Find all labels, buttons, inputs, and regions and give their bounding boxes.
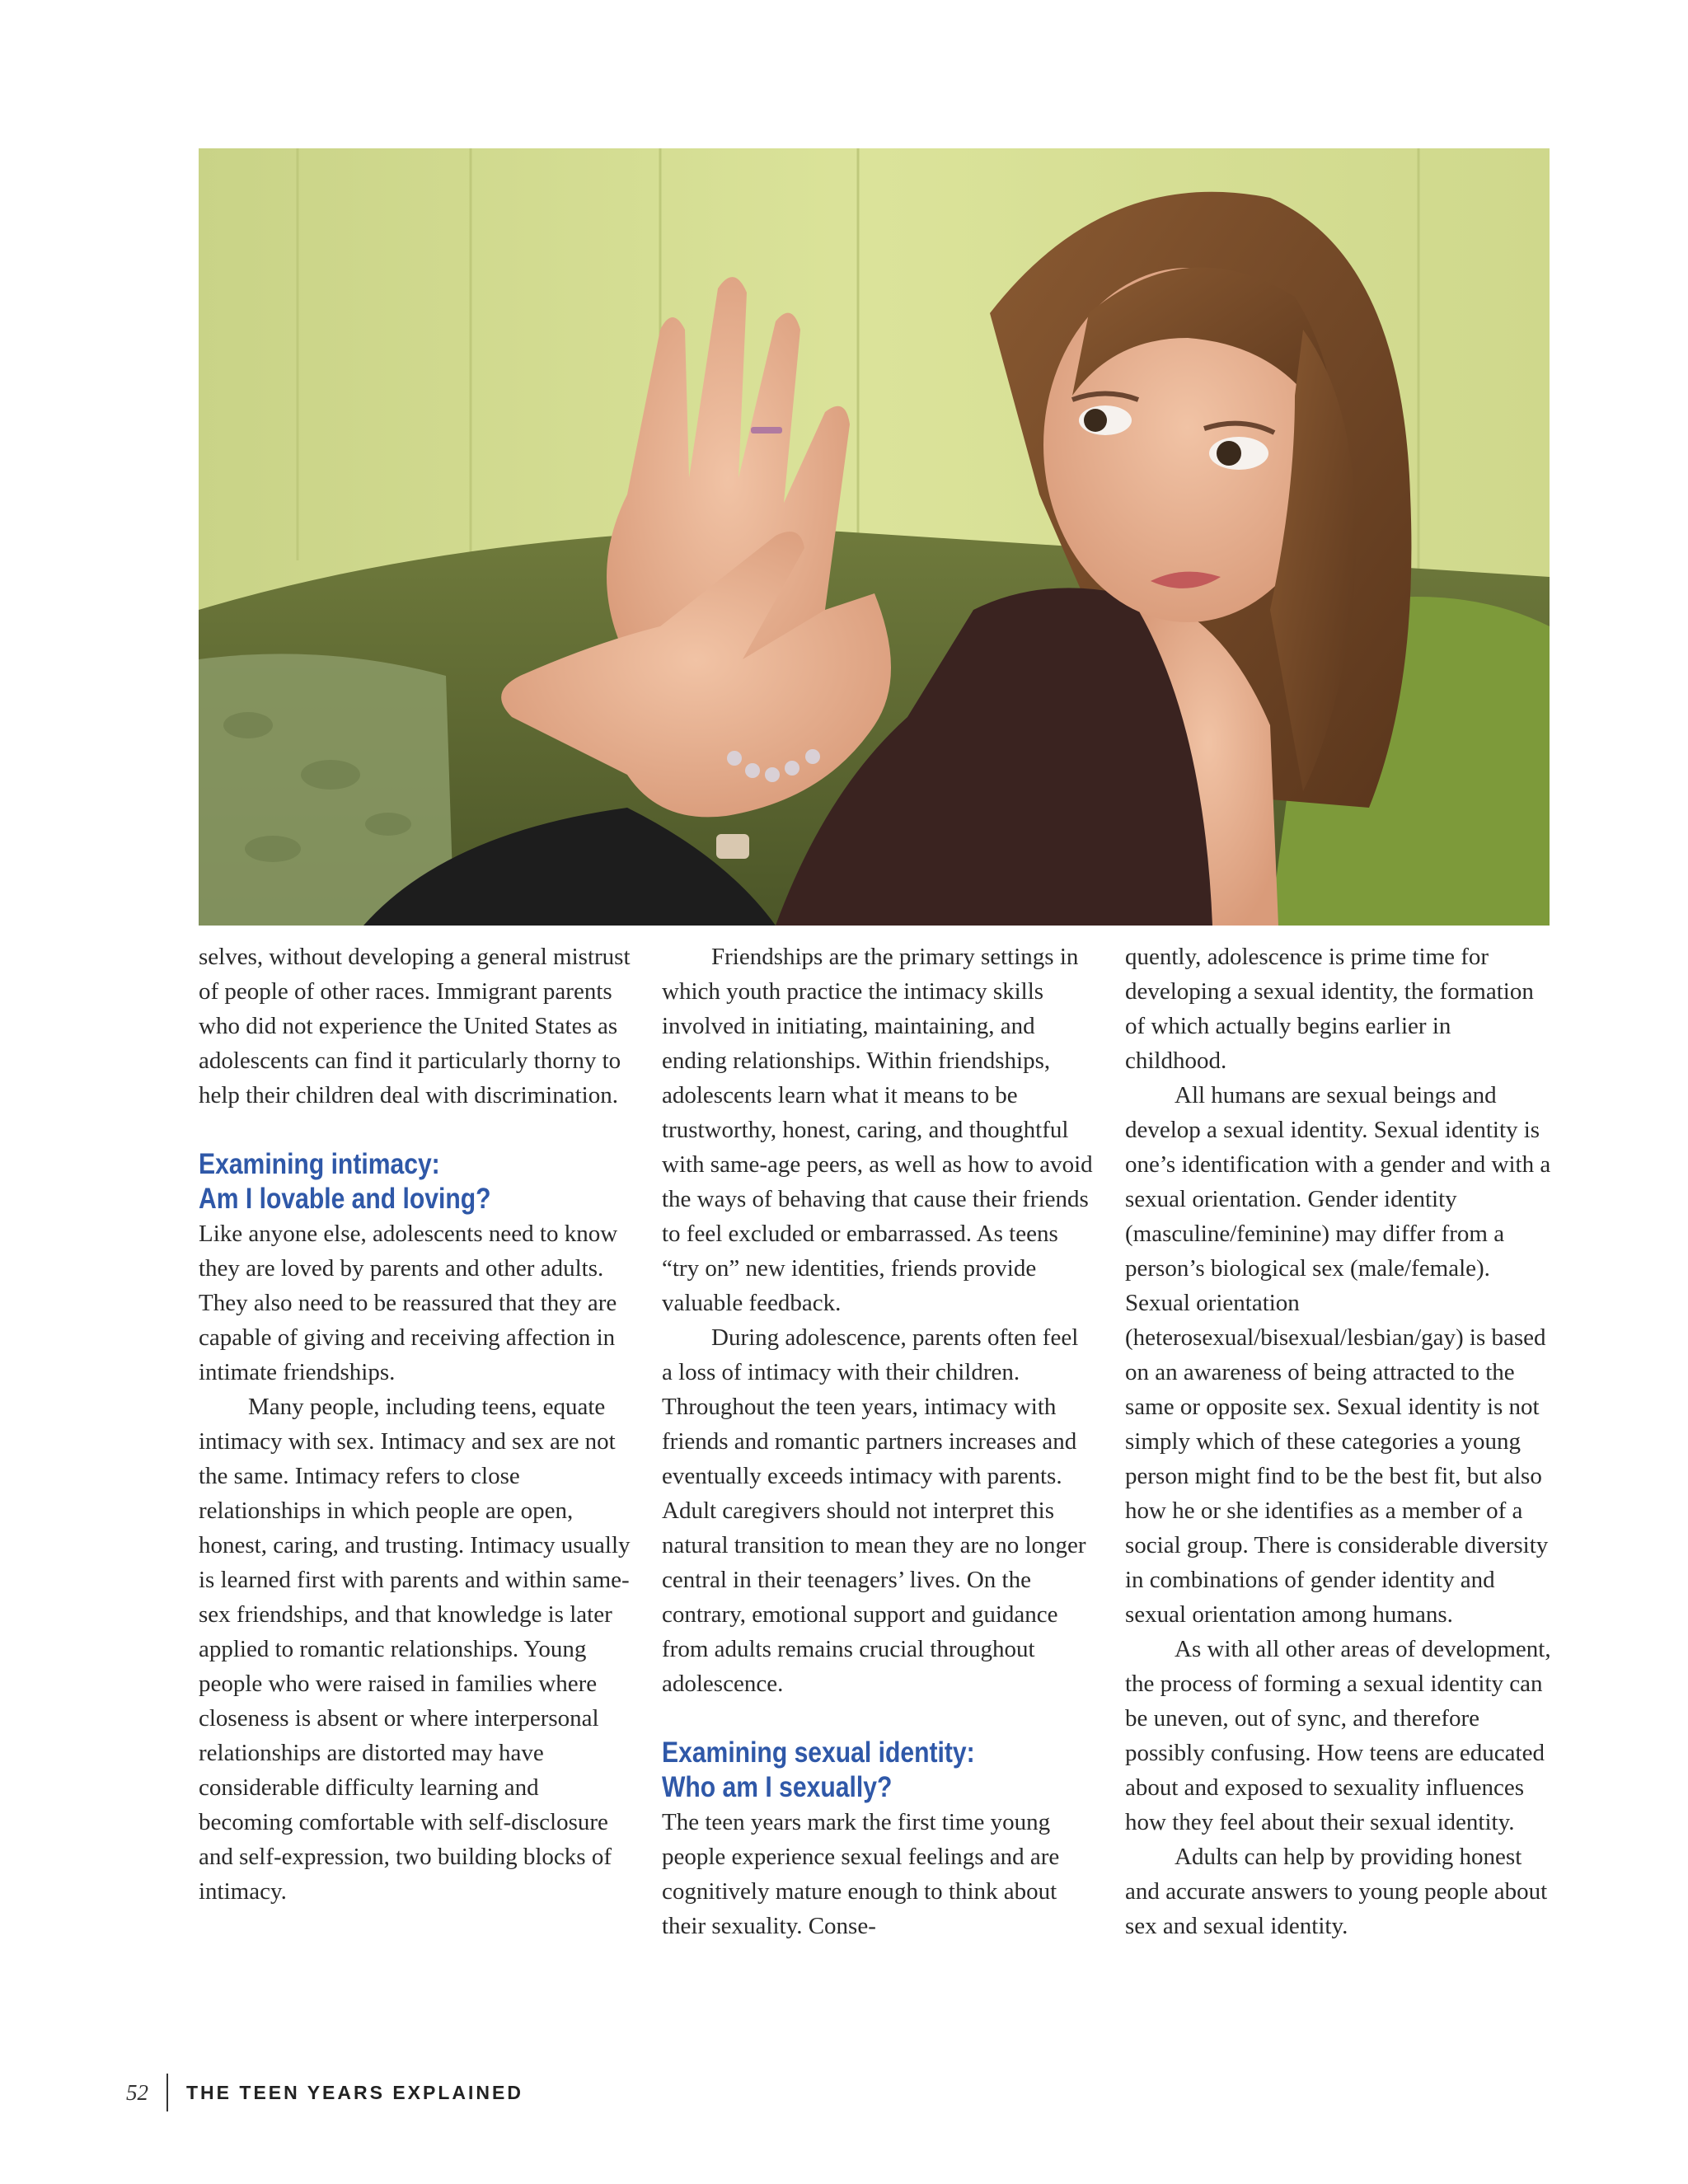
text-column-2: [662, 940, 1095, 1943]
paragraph: Friendships are the primary settings in which youth practice the intimacy skills involved in initiating, maintaining, and ending relationships. Within friendships, adolescents learn what it means to be trustworthy, honest, caring, and thoughtful with same-age peers, as well as how to avoid the ways of behaving that cause their friends to feel excluded or embarrassed. As teens “try on” new identities, friends provide valuable feedback.: [662, 944, 1093, 1316]
paragraph: selves, without developing a general mistrust of people of other races. Immigrant parents who did not experience the United States as adolescents can find it particularly thorny to help their children deal with discrimination.: [199, 944, 631, 1108]
hero-photo: [199, 148, 1550, 926]
section-heading: [199, 1147, 571, 1216]
heading-line: Examining sexual identity:: [662, 1736, 975, 1769]
section-heading: [662, 1736, 1034, 1805]
text-column-3: [1125, 940, 1558, 1943]
text-column-1: [199, 940, 631, 1909]
paragraph: All humans are sexual beings and develop a sexual identity. Sexual identity is one’s identification with a gender and with a sexual orientation. Gender identity (masculine/feminine) may differ from a person’s biological sex (male/female). Sexual orientation (heterosexual/bisexual/lesbian/gay) is based on an awareness of being attracted to the same or opposite sex. Sexual identity is not simply which of these categories a young person might find to be the best fit, but also how he or she identifies as a member of a social group. There is considerable diversity in combinations of gender identity and sexual orientation among humans.: [1125, 1082, 1551, 1628]
paragraph: Like anyone else, adolescents need to know they are loved by parents and other adults. They also need to be reassured that they are capable of giving and receiving affection in intimate friendships.: [199, 1221, 618, 1385]
running-title: THE TEEN YEARS EXPLAINED: [186, 2081, 523, 2103]
paragraph: quently, adolescence is prime time for developing a sexual identity, the formation of which actually begins earlier in childhood.: [1125, 944, 1534, 1074]
paragraph: As with all other areas of development, the process of forming a sexual identity can be uneven, out of sync, and therefore possibly confusing. How teens are educated about and exposed to sexuality influences how they feel about their sexual identity.: [1125, 1636, 1551, 1835]
heading-line: Who am I sexually?: [662, 1771, 893, 1803]
page-number: 52: [126, 2079, 148, 2105]
heading-line: Am I lovable and loving?: [199, 1183, 491, 1215]
paragraph: Adults can help by providing honest and accurate answers to young people about sex and sexual identity.: [1125, 1844, 1548, 1939]
paragraph: During adolescence, parents often feel a loss of intimacy with their children. Throughout the teen years, intimacy with friends and romantic partners increases and eventually exceeds intimacy with parents. Adult caregivers should not interpret this natural transition to mean they are no longer central in their teenagers’ lives. On the contrary, emotional support and guidance from adults remains crucial throughout adolescence.: [662, 1324, 1086, 1697]
paragraph: The teen years mark the first time young people experience sexual feelings and are cognitively mature enough to think about their sexuality. Conse-: [662, 1809, 1060, 1939]
footer-divider: [166, 2074, 168, 2111]
paragraph: Many people, including teens, equate intimacy with sex. Intimacy and sex are not the same. Intimacy refers to close relationships in which people are open, honest, caring, and trusting. Intimacy usually is learned first with parents and within same-sex friendships, and that knowledge is later applied to romantic relationships. Young people who were raised in families where closeness is absent or where interpersonal relationships are distorted may have considerable difficulty learning and becoming comfortable with self-disclosure and self-expression, two building blocks of intimacy.: [199, 1394, 631, 1905]
page-footer: [82, 2073, 523, 2112]
heading-line: Examining intimacy:: [199, 1148, 440, 1180]
